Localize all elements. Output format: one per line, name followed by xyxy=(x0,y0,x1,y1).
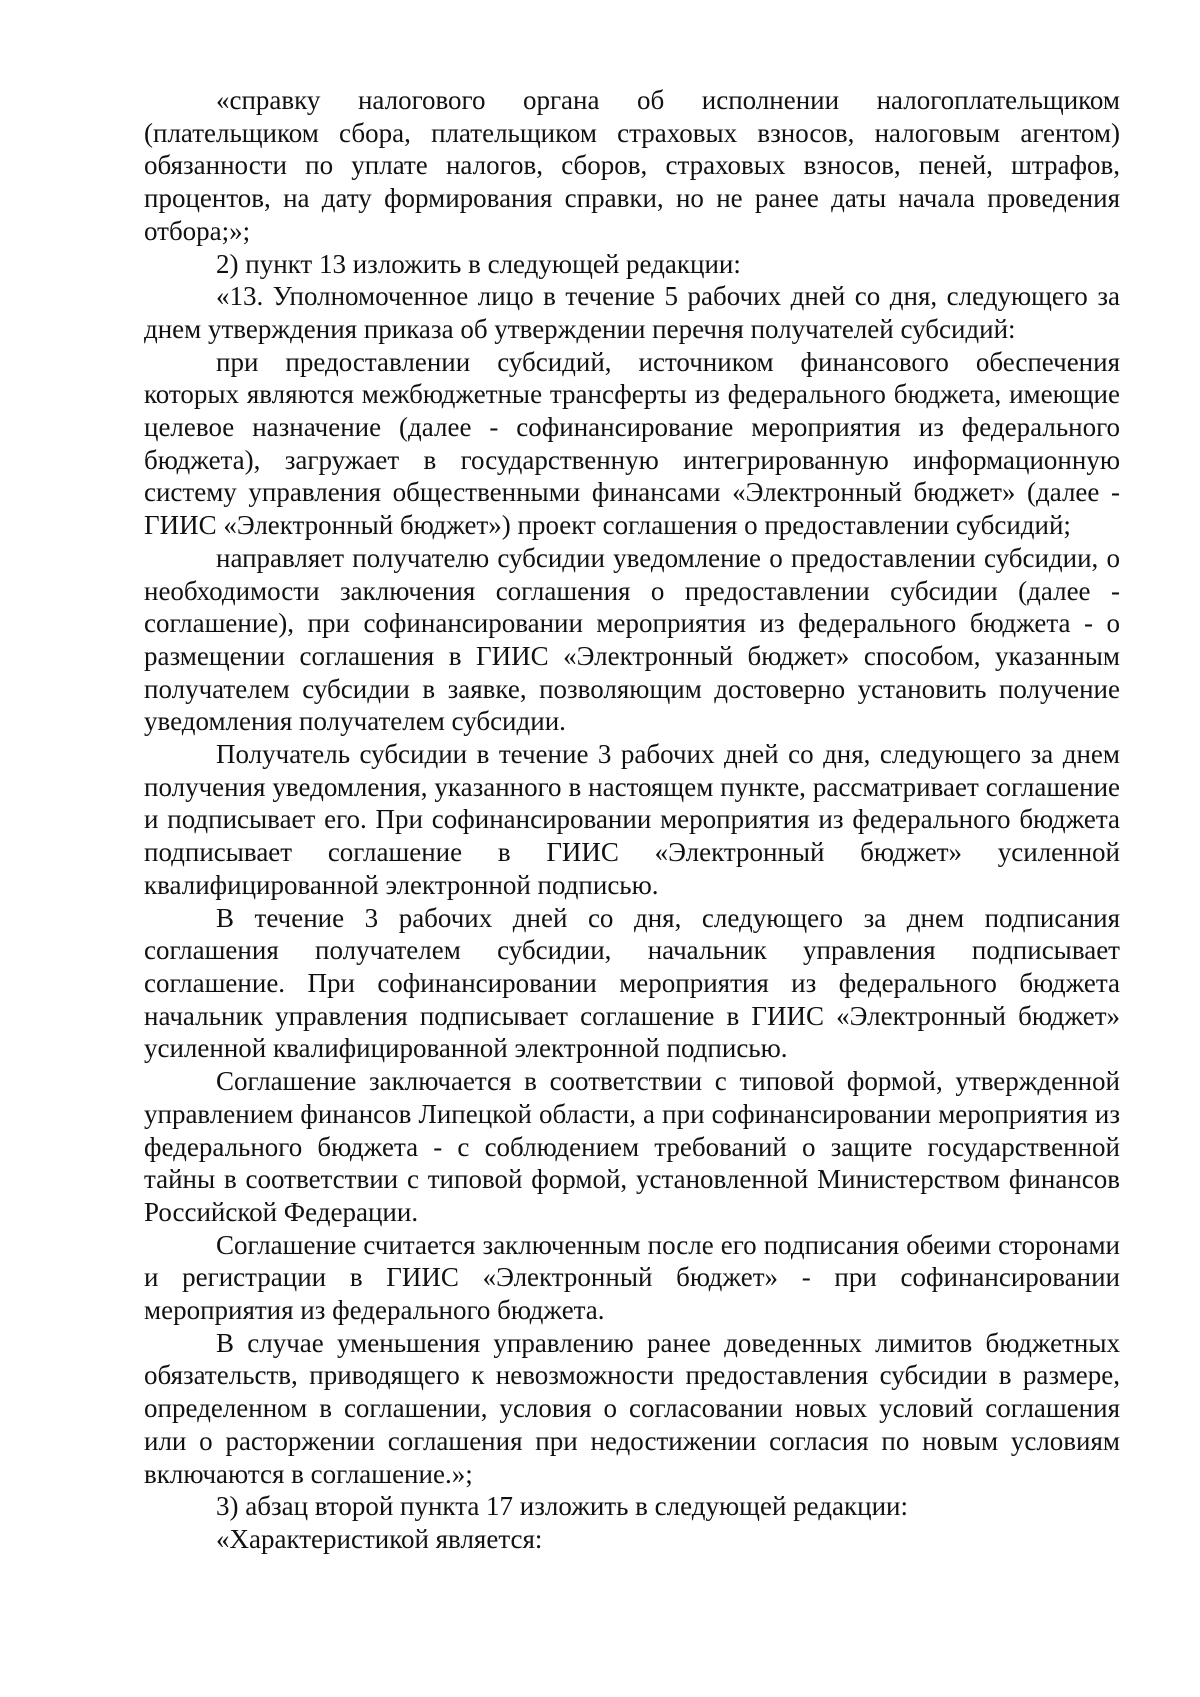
paragraph-notification: направляет получателю субсидии уведомление о предоставлении субсидии, о необходимости заключения соглашения о предоставлении субсидии (далее - соглашение), при софинансировании мероприятия из федерального бюджета - о размещении соглашения в ГИИС «Электронный бюджет» способом, указанным получателем субсидии в заявке, позволяющим достоверно установить получение уведомления получателем субсидии. xyxy=(144,542,1120,737)
paragraph-item-3: 3) абзац второй пункта 17 изложить в следующей редакции: xyxy=(216,1491,908,1522)
paragraph-characteristic: «Характеристикой является: xyxy=(216,1523,543,1554)
paragraph-subsidy-provision: при предоставлении субсидий, источником финансового обеспечения которых являются межбюджетные трансферты из федерального бюджета, имеющие целевое назначение (далее - софинансирование мероприятия из федерального бюджета), загружает в государственную интегрированную информационную систему управления общественными финансами «Электронный бюджет» (далее - ГИИС «Электронный бюджет») проект соглашения о предоставлении субсидий; xyxy=(144,346,1120,541)
paragraph-agreement-concluded: Соглашение считается заключенным после его подписания обеими сторонами и регистрации в ГИИС «Электронный бюджет» - при софинансировании мероприятия из федерального бюджета. xyxy=(144,1229,1120,1326)
paragraph-limit-reduction: В случае уменьшения управлению ранее доведенных лимитов бюджетных обязательств, приводящего к невозможности предоставления субсидии в размере, определенном в соглашении, условия о согласовании новых условий соглашения или о расторжении соглашения при недостижении согласия по новым условиям включаются в соглашение.»; xyxy=(144,1327,1120,1489)
paragraph-tax-certificate: «справку налогового органа об исполнении налогоплательщиком (плательщиком сбора, плательщиком страховых взносов, налоговым агентом) обязанности по уплате налогов, сборов, страховых взносов, пеней, штрафов, процентов, на дату формирования справки, но не ранее даты начала проведения отбора;»; xyxy=(144,85,1120,246)
paragraph-recipient-signing: Получатель субсидии в течение 3 рабочих дней со дня, следующего за днем получения уведомления, указанного в настоящем пункте, рассматривает соглашение и подписывает его. При софинансировании мероприятия из федерального бюджета подписывает соглашение в ГИИС «Электронный бюджет» усиленной квалифицированной электронной подписью. xyxy=(144,739,1120,900)
paragraph-head-signing: В течение 3 рабочих дней со дня, следующего за днем подписания соглашения получателем субсидии, начальник управления подписывает соглашение. При софинансировании мероприятия из федерального бюджета начальник управления подписывает соглашение в ГИИС «Электронный бюджет» усиленной квалифицированной электронной подписью. xyxy=(144,902,1120,1064)
paragraph-item-2: 2) пункт 13 изложить в следующей редакции: xyxy=(216,248,741,279)
document-page xyxy=(144,84,1120,1556)
paragraph-standard-form: Соглашение заключается в соответствии с типовой формой, утвержденной управлением финансов Липецкой области, а при софинансировании мероприятия из федерального бюджета - с соблюдением требований о защите государственной тайны в соответствии с типовой формой, установленной Министерством финансов Российской Федерации. xyxy=(144,1066,1120,1227)
paragraph-point-13: «13. Уполномоченное лицо в течение 5 рабочих дней со дня, следующего за днем утверждения приказа об утверждении перечня получателей субсидий: xyxy=(144,281,1120,344)
